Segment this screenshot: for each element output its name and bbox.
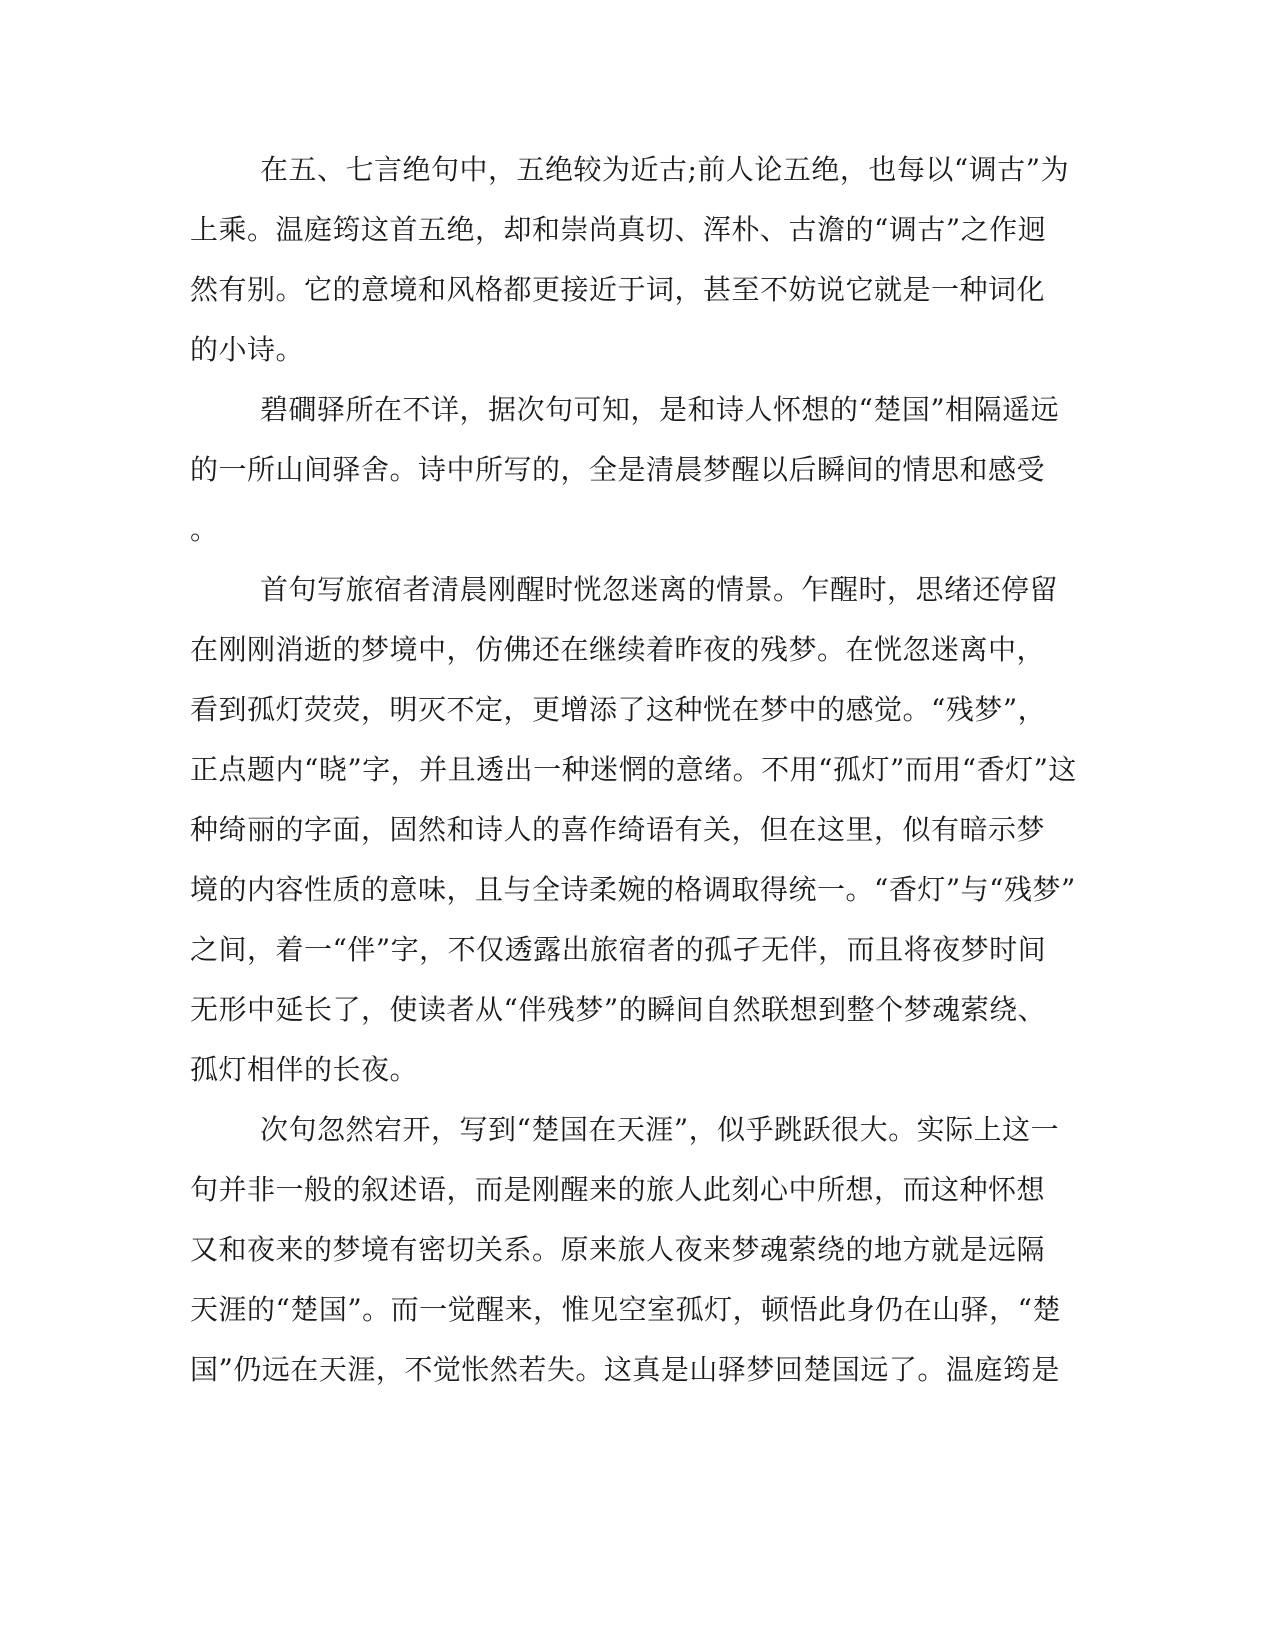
paragraph-3-line-3: 看到孤灯荧荧，明灭不定，更增添了这种恍在梦中的感觉。“残梦”， — [190, 693, 1047, 726]
paragraph-3-line-5: 种绮丽的字面，固然和诗人的喜作绮语有关，但在这里，似有暗示梦 — [190, 813, 1046, 846]
paragraph-1-line-1: 在五、七言绝句中，五绝较为近古;前人论五绝，也每以“调古”为 — [260, 153, 1070, 186]
paragraph-1-line-3: 然有别。它的意境和风格都更接近于词，甚至不妨说它就是一种词化 — [190, 273, 1046, 306]
paragraph-4-line-2: 句并非一般的叙述语，而是刚醒来的旅人此刻心中所想，而这种怀想 — [190, 1173, 1046, 1206]
paragraph-3-line-9: 孤灯相伴的长夜。 — [190, 1053, 419, 1086]
paragraph-4-line-5: 国”仍远在天涯，不觉怅然若失。这真是山驿梦回楚国远了。温庭筠是 — [190, 1353, 1060, 1386]
paragraph-3-line-6: 境的内容性质的意味，且与全诗柔婉的格调取得统一。“香灯”与“残梦” — [190, 873, 1076, 906]
paragraph-3-line-2: 在刚刚消逝的梦境中，仿佛还在继续着昨夜的残梦。在恍忽迷离中， — [190, 633, 1046, 666]
paragraph-2-line-3: 。 — [190, 513, 219, 546]
paragraph-3-line-1: 首句写旅宿者清晨刚醒时恍忽迷离的情景。乍醒时，思绪还停留 — [260, 573, 1059, 606]
paragraph-3-line-4: 正点题内“晓”字，并且透出一种迷惘的意绪。不用“孤灯”而用“香灯”这 — [190, 753, 1077, 786]
paragraph-4-line-4: 天涯的“楚国”。而一觉醒来，惟见空室孤灯，顿悟此身仍在山驿，“楚 — [190, 1293, 1061, 1326]
paragraph-3-line-7: 之间，着一“伴”字，不仅透露出旅宿者的孤孑无伴，而且将夜梦时间 — [190, 933, 1047, 966]
paragraph-1-line-4: 的小诗。 — [190, 333, 305, 366]
paragraph-1-line-2: 上乘。温庭筠这首五绝，却和崇尚真切、浑朴、古澹的“调古”之作迥 — [190, 213, 1047, 246]
paragraph-4-line-1: 次句忽然宕开，写到“楚国在天涯”，似乎跳跃很大。实际上这一 — [260, 1113, 1060, 1146]
paragraph-2-line-1: 碧磵驿所在不详，据次句可知，是和诗人怀想的“楚国”相隔遥远 — [260, 393, 1060, 426]
paragraph-2-line-2: 的一所山间驿舍。诗中所写的，全是清晨梦醒以后瞬间的情思和感受 — [190, 453, 1046, 486]
paragraph-4-line-3: 又和夜来的梦境有密切关系。原来旅人夜来梦魂萦绕的地方就是远隔 — [190, 1233, 1046, 1266]
paragraph-3-line-8: 无形中延长了，使读者从“伴残梦”的瞬间自然联想到整个梦魂萦绕、 — [190, 993, 1047, 1026]
